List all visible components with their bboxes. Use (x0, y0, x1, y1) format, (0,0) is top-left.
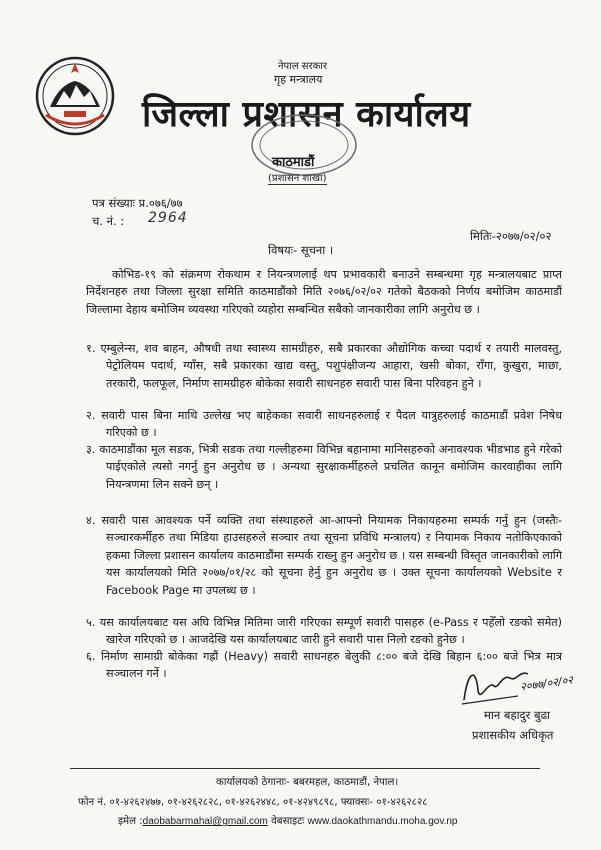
signatory-name: मान बहादुर बुढा (484, 708, 551, 722)
footer-contact (118, 813, 458, 827)
ref-number: पत्र संख्याः प्र.०७६/७७ (92, 196, 183, 210)
notice-item-6: ६. निर्माण सामाग्री बोकेका गह्रौं (Heavy) सवारी साधनहरु बेलुकी ८:०० बजे देखि बिहान ६:०० बजे भित्र मात्र सञ्चालन गर्ने । (86, 650, 562, 681)
notice-item-3: ३. काठमाडौंका मूल सडक, भित्री सडक तथा गल्लीहरुमा विभिन्न बहानामा मानिसहरुको अनावश्यक भीडभाड हुने गरेको पाईएकोले त्यसो नगर्नु हुन अनुरोध छ । अन्यथा सुरक्षाकर्मीहरुले प्रचलित कानून बमोजिम कारवाहीका लागि नियन्त्रणमा लिन सक्ने छन् । (86, 443, 562, 491)
city-label: काठमाडौं (272, 155, 315, 170)
subject-line: विषयः- सूचना । (268, 243, 334, 257)
website-label: वेबसाइटः (267, 816, 308, 827)
notice-item-4: ४. सवारी पास आवश्यक पर्ने व्यक्ति तथा संस्थाहरुले आ-आफ्नो नियामक निकायहरुमा सम्पर्क गर्नु हुन (जस्तैः- सञ्चारकर्मीहरु तथा मिडिया हाउसहरुले सञ्चार तथा सूचना प्रविधि मन्त्रालय) र नियामक निकाय नतोकिएकाको हकमा जिल्ला प्रशासन कार्यालय काठमाडौंमा सम्पर्क राख्नु हुन अनुरोध छ । यस सम्बन्धी विस्तृत जानकारीको लागि यस कार्यालयको मिति २०७७/०१/२८ को सूचना हेर्नु हुन अनुरोध छ । उक्त सूचना कार्यालयको Website र Facebook Page मा उपलब्ध छ । (86, 514, 562, 597)
nepal-emblem-icon (34, 55, 116, 137)
section-label: (प्रशासन शाखा) (268, 170, 327, 185)
notice-item-5: ५. यस कार्यालयबाट यस अघि विभिन्न मितिमा जारी गरिएका सम्पूर्ण सवारी पासहरु (e-Pass र पहेँलो रङको समेत) खारेज गरिएको छ । आजदेखि यस कार्यालयबाट जारी हुने सवारी पास निलो रङको हुनेछ । (86, 616, 562, 647)
dispatch-number: 2964 (148, 210, 188, 226)
footer-phones: फोन नं. ०१-४२६२४७७, ०१-४२६२८२८, ०१-४२६२४४८, ०१-४२४९८९८, फ्याक्सः- ०१-४२६२८२८ (78, 797, 428, 808)
ministry-label: गृह मन्त्रालय (274, 73, 323, 86)
signature-date: २०७७/०२/०२ (519, 673, 574, 694)
dispatch-label: च. नं. : (92, 214, 125, 228)
email-link[interactable]: daobabarmahal@gmail.com (142, 816, 268, 827)
notice-item-1: १. एम्बुलेन्स, शव बाहन, औषधी तथा स्वास्थ्य सामग्रीहरु, सबै प्रकारका औद्योगिक कच्चा पदार्थ र तयारी मालवस्तु, पेट्रोलियम पदार्थ, ग्याँस, सबै प्रकारका खाद्य वस्तु, पशुपंक्षीजन्य आहारा, खसी बोका, राँगा, कुखुरा, माछा, तरकारी, फलफूल, निर्माण सामग्रीहरु बोकेका सवारी साधनहरु सवारी पास बिना परिवहन हुने । (86, 342, 562, 390)
footer-divider (70, 768, 540, 769)
intro-paragraph: कोभिड-१९ को संक्रमण रोकथाम र नियन्त्रणलाई थप प्रभावकारी बनाउने सम्बन्धमा गृह मन्त्रालयबाट प्राप्त निर्देशनहरु तथा जिल्ला सुरक्षा समिति काठमाडौंको मिति २०७६/०२/०२ गतेको बैठकको निर्णय बमोजिम काठमाडौं जिल्लामा देहाय बमोजिम व्यवस्था गरिएको व्यहोरा सम्बन्धित सबैको जानकारीका लागि अनुरोध छ । (86, 268, 562, 316)
signatory-title: प्रशासकीय अधिकृत (472, 728, 554, 742)
date-label: मितिः-२०७७/०२/०२ (470, 229, 552, 243)
footer-address: कार्यालयको ठेगानाः- बबरमहल, काठमाडौं, नेपाल। (216, 777, 399, 788)
website-link[interactable]: www.daokathmandu.moha.gov.np (307, 816, 458, 827)
office-title: जिल्ला प्रशासन कार्यालय (142, 94, 471, 135)
email-label: इमेल : (118, 816, 143, 827)
notice-item-2: २. सवारी पास बिना माथि उल्लेख भए बाहेकका सवारी साधनहरुलाई र पैदल यात्रुहरुलाई काठमाडौं प्रवेश निषेध गरिएको छ । (86, 409, 562, 440)
govt-label: नेपाल सरकार (278, 61, 327, 72)
